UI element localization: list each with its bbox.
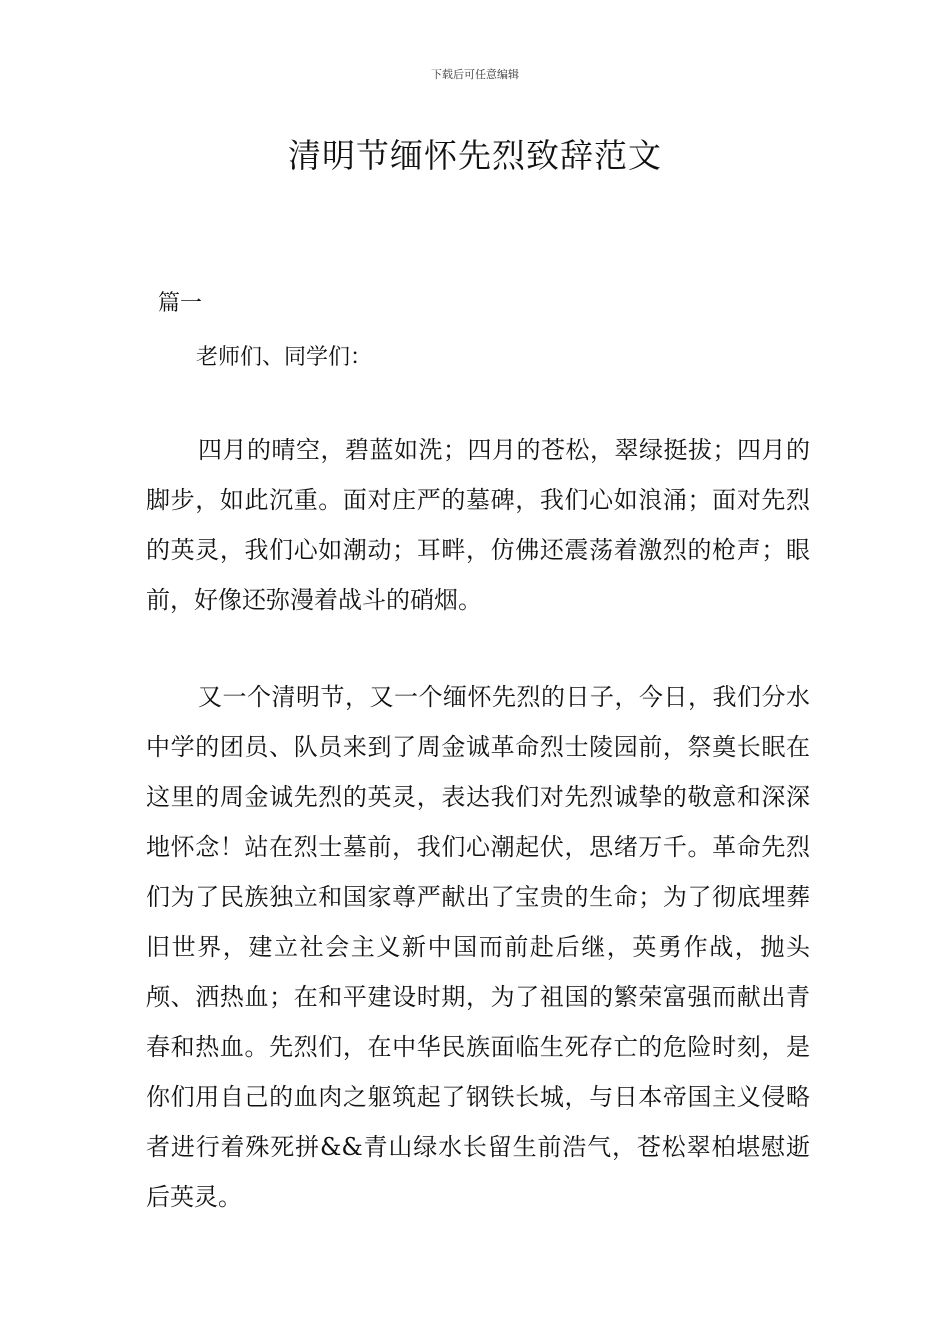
- page-title: 清明节缅怀先烈致辞范文: [288, 136, 662, 175]
- salutation: 老师们、同学们：: [196, 345, 373, 370]
- header-note: 下载后可任意编辑: [431, 68, 519, 81]
- paragraph-1: 四月的晴空，碧蓝如洗；四月的苍松，翠绿挺拔；四月的脚步，如此沉重。面对庄严的墓碑，我们心如浪涌；面对先烈的英灵，我们心如潮动；耳畔，仿佛还震荡着激烈的枪声；眼前，好像还弥漫着战斗的硝烟。: [146, 436, 810, 614]
- section-label: 篇一: [158, 291, 203, 316]
- paragraph-2: 又一个清明节，又一个缅怀先烈的日子，今日，我们分水中学的团员、队员来到了周金诚革命烈士陵园前，祭奠长眠在这里的周金诚先烈的英灵，表达我们对先烈诚挚的敬意和深深地怀念！站在烈士墓前，我们心潮起伏，思绪万千。革命先烈们为了民族独立和国家尊严献出了宝贵的生命；为了彻底埋葬旧世界，建立社会主义新中国而前赴后继，英勇作战，抛头颅、洒热血；在和平建设时期，为了祖国的繁荣富强而献出青春和热血。先烈们，在中华民族面临生死存亡的危险时刻，是你们用自己的血肉之躯筑起了钢铁长城，与日本帝国主义侵略者进行着殊死拼&&青山绿水长留生前浩气，苍松翠柏堪慰逝后英灵。: [146, 683, 810, 1211]
